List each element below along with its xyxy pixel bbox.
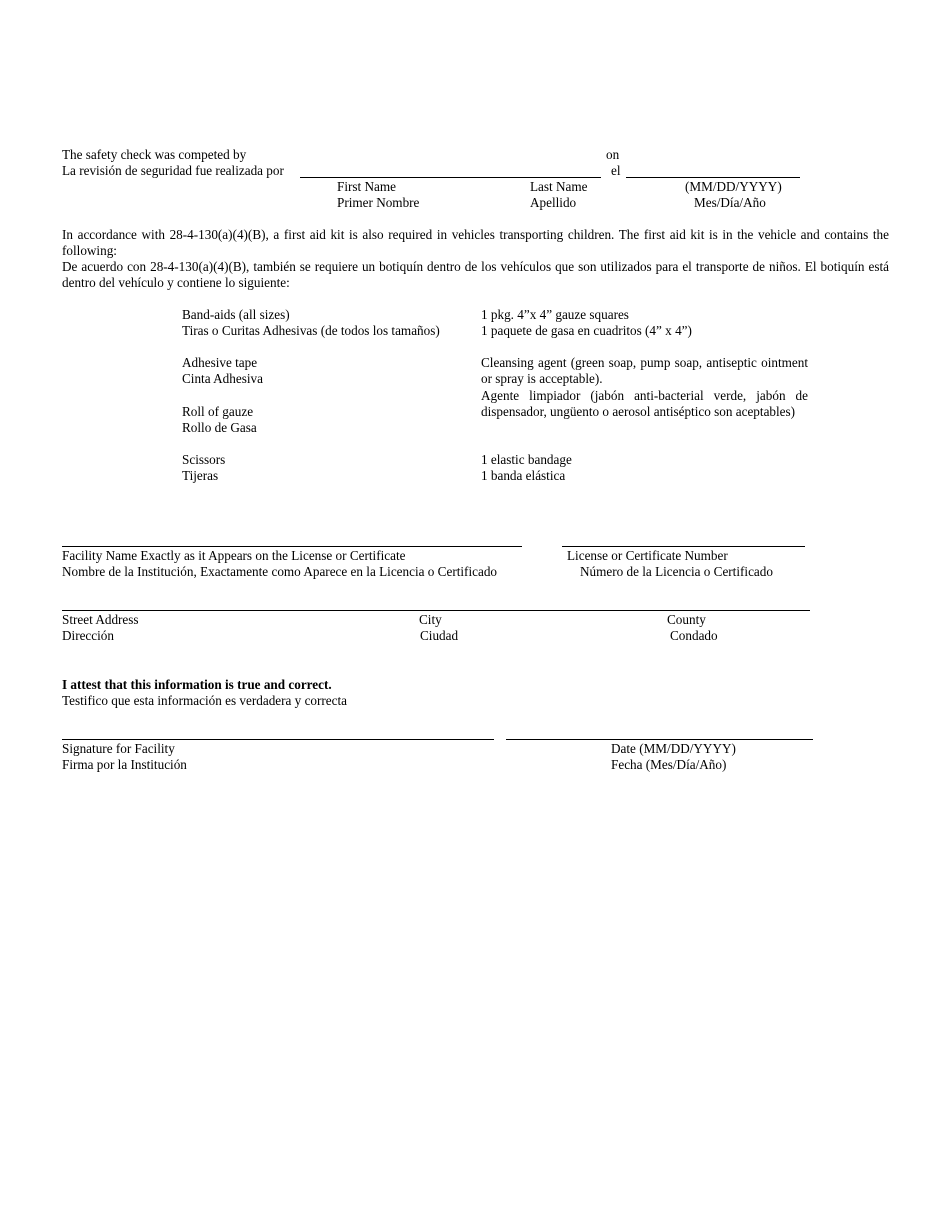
last-name-label-en: Last Name [530, 179, 588, 194]
kit-item-bandaids-es: Tiras o Curitas Adhesivas (de todos los tamaños) [182, 323, 440, 338]
address-field[interactable] [62, 610, 810, 611]
city-label-en: City [419, 612, 442, 627]
kit-item-cleansing-en: Cleansing agent (green soap, pump soap, antiseptic ointment or spray is acceptable). [481, 355, 808, 386]
signature-label-en: Signature for Facility [62, 741, 175, 756]
license-number-label-es: Número de la Licencia o Certificado [580, 564, 773, 579]
street-address-label-es: Dirección [62, 628, 114, 643]
kit-item-scissors-es: Tijeras [182, 468, 219, 483]
kit-item-cleansing-es: Agente limpiador (jabón anti-bacterial verde, jabón de dispensador, ungüento o aerosol antiséptico son aceptables) [481, 388, 808, 419]
facility-name-label-en: Facility Name Exactly as it Appears on the License or Certificate [62, 548, 406, 563]
city-label-es: Ciudad [420, 628, 459, 643]
date-format-label-en: (MM/DD/YYYY) [685, 179, 782, 194]
license-number-label-en: License or Certificate Number [567, 548, 728, 563]
county-label-en: County [667, 612, 706, 627]
intro-paragraph-en: In accordance with 28-4-130(a)(4)(B), a first aid kit is also required in vehicles transporting children. The first aid kit is in the vehicle and contains the following: [62, 227, 889, 258]
kit-item-scissors-en: Scissors [182, 452, 226, 467]
date-label-es: Fecha (Mes/Día/Año) [611, 757, 727, 772]
kit-item-gauze-squares-en: 1 pkg. 4”x 4” gauze squares [481, 307, 629, 322]
inspector-name-field[interactable] [300, 177, 601, 178]
street-address-label-en: Street Address [62, 612, 139, 627]
first-name-label-es: Primer Nombre [337, 195, 420, 210]
last-name-label-es: Apellido [530, 195, 577, 210]
kit-item-elastic-bandage-en: 1 elastic bandage [481, 452, 572, 467]
facility-name-label-es: Nombre de la Institución, Exactamente como Aparece en la Licencia o Certificado [62, 564, 498, 579]
kit-item-bandaids-en: Band-aids (all sizes) [182, 307, 290, 322]
date-label-en: Date (MM/DD/YYYY) [611, 741, 736, 756]
signature-field[interactable] [62, 739, 494, 740]
completed-by-label-en: The safety check was competed by [62, 147, 247, 162]
kit-item-tape-es: Cinta Adhesiva [182, 371, 263, 386]
kit-item-gauze-roll-es: Rollo de Gasa [182, 420, 257, 435]
first-name-label-en: First Name [337, 179, 396, 194]
kit-item-gauze-roll-en: Roll of gauze [182, 404, 254, 419]
attest-statement-en: I attest that this information is true and correct. [62, 677, 332, 692]
license-number-field[interactable] [562, 546, 805, 547]
kit-item-elastic-bandage-es: 1 banda elástica [481, 468, 566, 483]
kit-item-gauze-squares-es: 1 paquete de gasa en cuadritos (4” x 4”) [481, 323, 692, 338]
county-label-es: Condado [670, 628, 718, 643]
attest-statement-es: Testifico que esta información es verdadera y correcta [62, 693, 348, 708]
date-format-label-es: Mes/Día/Año [694, 195, 766, 210]
kit-item-tape-en: Adhesive tape [182, 355, 258, 370]
signature-label-es: Firma por la Institución [62, 757, 187, 772]
signature-date-field[interactable] [506, 739, 813, 740]
on-label-en: on [606, 147, 620, 162]
intro-paragraph-es: De acuerdo con 28-4-130(a)(4)(B), también se requiere un botiquín dentro de los vehículos que son utilizados para el transporte de niños. El botiquín está dentro del vehículo y contiene lo siguiente: [62, 259, 889, 290]
on-label-es: el [611, 163, 621, 178]
inspection-date-field[interactable] [626, 177, 800, 178]
facility-name-field[interactable] [62, 546, 522, 547]
completed-by-label-es: La revisión de seguridad fue realizada por [62, 163, 284, 178]
